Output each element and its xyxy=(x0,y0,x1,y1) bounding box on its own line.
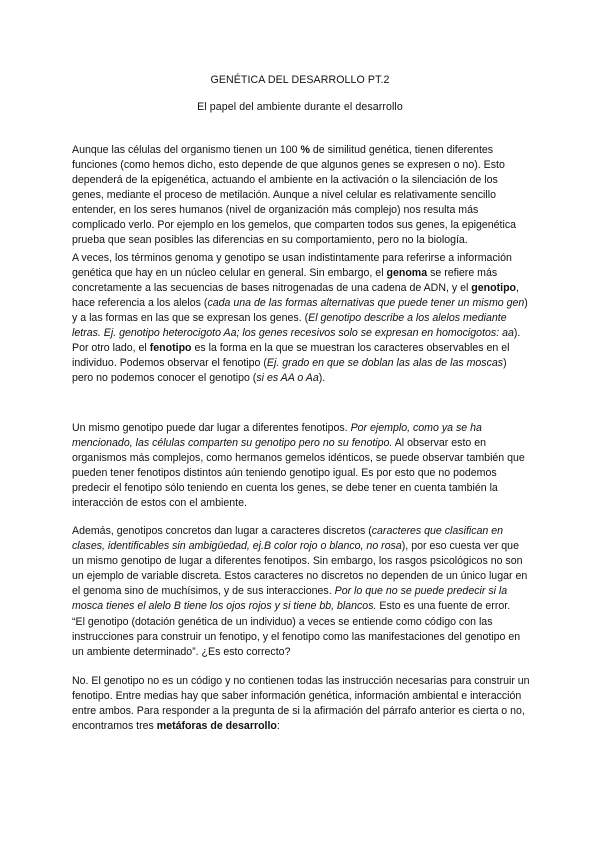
document-title: GENÉTICA DEL DESARROLLO PT.2 xyxy=(210,74,390,86)
paragraph-genome-genotype: A veces, los términos genoma y genotipo se usan indistintamente para referirse a información genética que hay en un núcleo celular en general. Sin embargo, el genoma se refiere más concretamente a las secuencias de bases nitrogenadas de una cadena de ADN, y el genotipo, hace referencia a los alelos (cada una de las formas alternativas que puede tener un mismo gen) y a las formas en las que se expresan los genes. (El genotipo describe a los alelos mediante letras. Ej. genotipo heterocigoto Aa; los genes recesivos solo se expresan en homocigotos: aa). Por otro lado, el fenotipo es la forma en la que se muestran los caracteres observables en el individuo. Podemos observar el fenotipo (Ej. grado en que se doblan las alas de las moscas) pero no podemos conocer el genotipo (si es AA o Aa). xyxy=(72,252,528,384)
paragraph-answer: No. El genotipo no es un código y no contienen todas las instrucción necesarias para construir un fenotipo. Entre medias hay que saber información genética, información ambiental e interacción entre ambos. Para responder a la pregunta de si la afirmación del párrafo anterior es cierta o no, encontramos tres metáforas de desarrollo: xyxy=(72,675,530,732)
paragraph-discrete-traits: Además, genotipos concretos dan lugar a caracteres discretos (caracteres que clasifican en clases, identificables sin ambigüedad, ej.B color rojo o blanco, no rosa), por eso cuesta ver que un mismo genotipo de lugar a diferentes fenotipos. Sin embargo, los rasgos psicológicos no son un ejemplo de variable discreta. Estos caracteres no discretos no dependen de un único lugar en el genoma sino de muchísimos, y de sus interacciones. Por lo que no se puede predecir si la mosca tienes el alelo B tiene los ojos rojos y si tiene bb, blancos. Esto es una fuente de error. xyxy=(72,525,528,612)
paragraph-phenotypes: Un mismo genotipo puede dar lugar a diferentes fenotipos. Por ejemplo, como ya se ha mencionado, las células comparten su genotipo pero no su fenotipo. Al observar esto en organismos más complejos, como hermanos gemelos idénticos, se puede observar también que pueden tener fenotipos distintos aún teniendo genotipo igual. Es por esto que no podemos predecir el fenotipo sólo teniendo en cuenta los genes, se debe tener en cuenta también la interacción de estos con el ambiente. xyxy=(72,422,525,509)
paragraph-epigenetics: Aunque las células del organismo tienen un 100 % de similitud genética, tienen diferentes funciones (como hemos dicho, esto depende de que algunos genes se expresen o no). Esto dependerá de la epigenética, actuando el ambiente en la activación o la silenciación de los genes, mediante el proceso de metilación. Aunque a nivel celular es relativamente sencillo entender, en los seres humanos (nivel de organización más complejo) nos resulta más complicado verlo. Por ejemplo en los gemelos, que comparten todos sus genes, la epigenética prueba que sean posibles las diferencias en su comportamiento, pero no la biología. xyxy=(72,144,517,246)
paragraph-quote: “El genotipo (dotación genética de un individuo) a veces se entiende como código con las instrucciones para construir un fenotipo, y el fenotipo como las manifestaciones del genotipo en un ambiente determinado”. ¿Es esto correcto? xyxy=(72,616,521,658)
document-subtitle: El papel del ambiente durante el desarrollo xyxy=(197,101,403,113)
